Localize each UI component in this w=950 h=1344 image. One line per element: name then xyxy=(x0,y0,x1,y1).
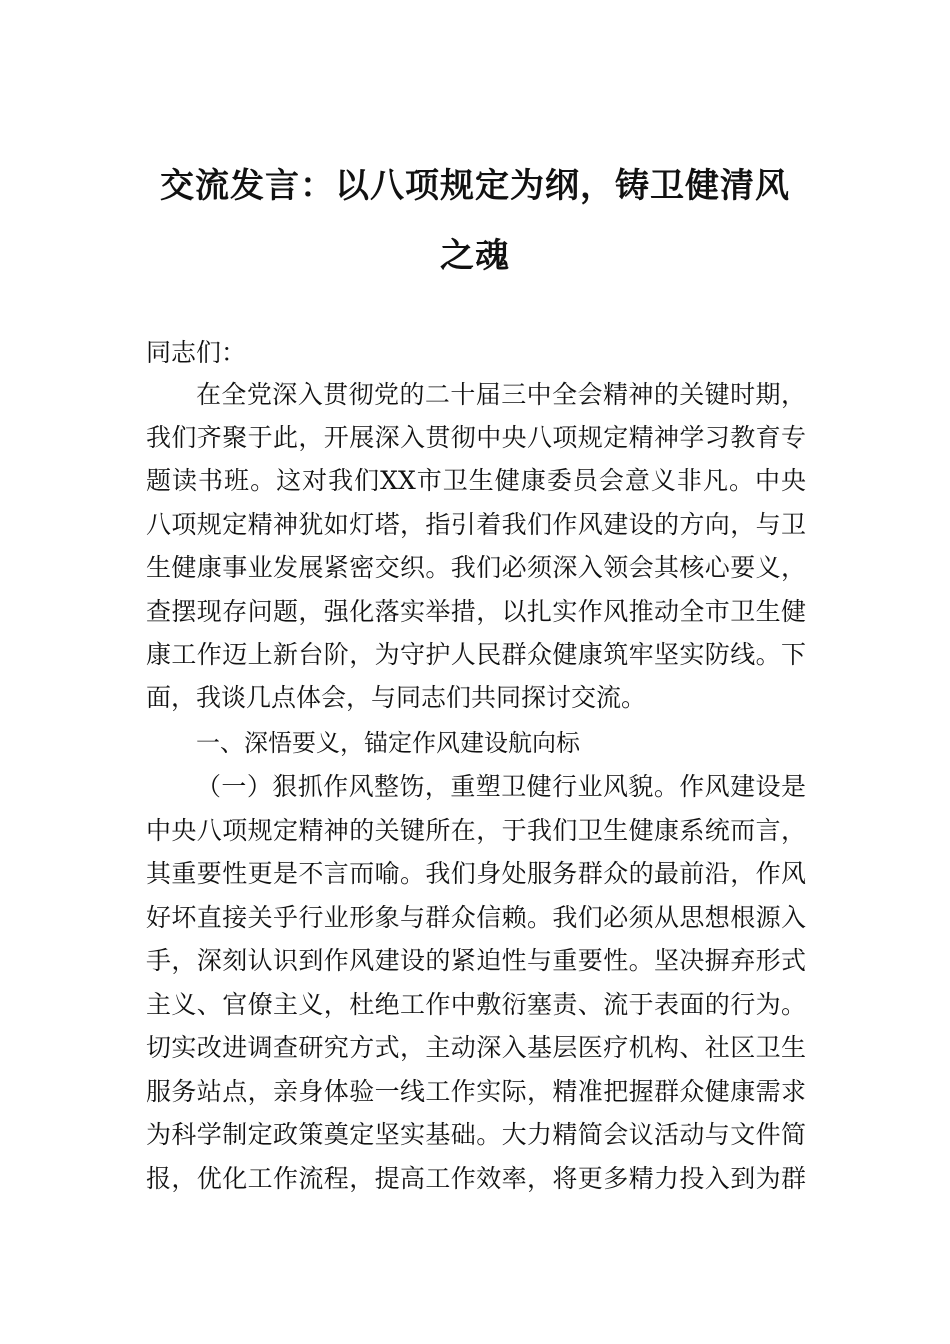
paragraph-1-line: 题读书班。这对我们XX市卫生健康委员会意义非凡。中央 xyxy=(146,466,806,495)
paragraph-2-line: （一）狠抓作风整饬，重塑卫健行业风貌。作风建设是 xyxy=(196,772,806,801)
paragraph-2-line: 好坏直接关乎行业形象与群众信赖。我们必须从思想根源入 xyxy=(146,903,806,932)
paragraph-1-line: 我们齐聚于此，开展深入贯彻中央八项规定精神学习教育专 xyxy=(146,423,806,452)
paragraph-2-line: 其重要性更是不言而喻。我们身处服务群众的最前沿，作风 xyxy=(146,859,806,888)
salutation: 同志们： xyxy=(146,338,247,367)
paragraph-2-line: 报，优化工作流程，提高工作效率，将更多精力投入到为群 xyxy=(146,1164,806,1193)
paragraph-1-line: 在全党深入贯彻党的二十届三中全会精神的关键时期， xyxy=(196,380,806,409)
paragraph-1-line: 康工作迈上新台阶，为守护人民群众健康筑牢坚实防线。下 xyxy=(146,640,806,669)
paragraph-2-line: 为科学制定政策奠定坚实基础。大力精简会议活动与文件简 xyxy=(146,1120,806,1149)
document-title-line-1: 交流发言：以八项规定为纲，铸卫健清风 xyxy=(160,166,790,206)
paragraph-1-line: 八项规定精神犹如灯塔，指引着我们作风建设的方向，与卫 xyxy=(146,510,806,539)
paragraph-2-line: 中央八项规定精神的关键所在，于我们卫生健康系统而言， xyxy=(146,816,806,845)
paragraph-1-line: 查摆现存问题，强化落实举措，以扎实作风推动全市卫生健 xyxy=(146,597,806,626)
paragraph-2-line: 手，深刻认识到作风建设的紧迫性与重要性。坚决摒弃形式 xyxy=(146,946,806,975)
paragraph-2-line: 切实改进调查研究方式，主动深入基层医疗机构、社区卫生 xyxy=(146,1033,806,1062)
paragraph-2-line: 服务站点，亲身体验一线工作实际，精准把握群众健康需求 xyxy=(146,1077,806,1106)
paragraph-1-line: 面，我谈几点体会，与同志们共同探讨交流。 xyxy=(146,683,647,712)
paragraph-2-line: 主义、官僚主义，杜绝工作中敷衍塞责、流于表面的行为。 xyxy=(146,990,806,1019)
paragraph-1-line: 生健康事业发展紧密交织。我们必须深入领会其核心要义， xyxy=(146,553,806,582)
document-title-line-2: 之魂 xyxy=(440,236,510,276)
section-heading: 一、深悟要义，锚定作风建设航向标 xyxy=(196,729,580,757)
